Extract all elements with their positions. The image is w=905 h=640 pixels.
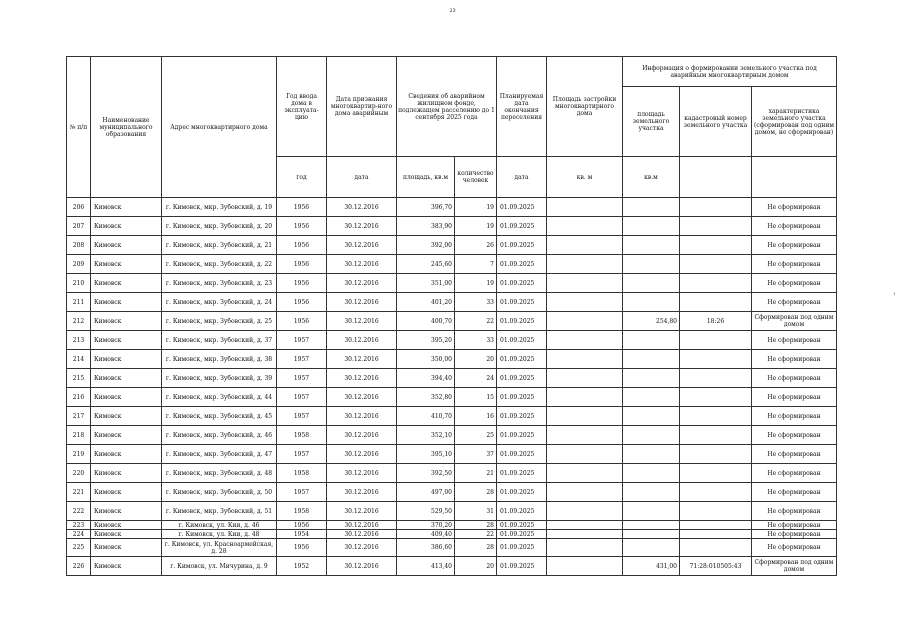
row-address: г. Кимовск, мкр. Зубовский, д. 21 [162, 236, 277, 255]
row-land-char: Не сформирован [752, 331, 837, 350]
row-year: 1956 [277, 198, 327, 217]
row-land-area [623, 236, 680, 255]
row-land-area: 431,00 [623, 557, 680, 576]
table-row [67, 483, 837, 502]
row-built-area [547, 198, 623, 217]
row-planned-date: 01.09.2025 [497, 407, 547, 426]
row-built-area [547, 530, 623, 539]
row-land-char: Не сформирован [752, 502, 837, 521]
row-year: 1956 [277, 539, 327, 557]
row-area: 395,20 [397, 331, 455, 350]
row-built-area [547, 274, 623, 293]
row-number: 220 [67, 464, 91, 483]
row-planned-date: 01.09.2025 [497, 331, 547, 350]
row-address: г. Кимовск, мкр. Зубовский, д. 47 [162, 445, 277, 464]
row-area: 394,40 [397, 369, 455, 388]
row-planned-date: 01.09.2025 [497, 217, 547, 236]
row-municipality: Кимовск [91, 331, 162, 350]
subheader-year: год [277, 157, 327, 198]
row-planned-date: 01.09.2025 [497, 445, 547, 464]
row-year: 1957 [277, 445, 327, 464]
row-people: 28 [455, 483, 497, 502]
row-people: 20 [455, 350, 497, 369]
row-built-area [547, 483, 623, 502]
row-built-area [547, 293, 623, 312]
row-cadastral [680, 483, 752, 502]
row-municipality: Кимовск [91, 217, 162, 236]
header-municipality: Наименование муниципального образования [91, 57, 162, 198]
row-cadastral: 71:28:010505:43 [680, 557, 752, 576]
table-row [67, 217, 837, 236]
row-number: 209 [67, 255, 91, 274]
row-built-area [547, 464, 623, 483]
row-number: 210 [67, 274, 91, 293]
row-land-char: Не сформирован [752, 464, 837, 483]
header-planned: Планируемая дата окончания переселения [497, 57, 547, 157]
row-number: 207 [67, 217, 91, 236]
row-cadastral [680, 274, 752, 293]
row-recognition-date: 30.12.2016 [327, 464, 397, 483]
row-number: 211 [67, 293, 91, 312]
row-built-area [547, 369, 623, 388]
row-area: 497,00 [397, 483, 455, 502]
row-people: 19 [455, 217, 497, 236]
row-built-area [547, 350, 623, 369]
row-municipality: Кимовск [91, 312, 162, 331]
row-address: г. Кимовск, мкр. Зубовский, д. 44 [162, 388, 277, 407]
row-built-area [547, 426, 623, 445]
subheader-sqm2: кв.м [623, 157, 680, 198]
row-cadastral [680, 530, 752, 539]
row-built-area [547, 539, 623, 557]
subheader-empty-2 [752, 157, 837, 198]
row-land-char: Не сформирован [752, 521, 837, 530]
subheader-date: дата [327, 157, 397, 198]
row-number: 224 [67, 530, 91, 539]
row-land-area [623, 293, 680, 312]
row-area: 392,00 [397, 236, 455, 255]
row-address: г. Кимовск, мкр. Зубовский, д. 38 [162, 350, 277, 369]
row-address: г. Кимовск, мкр. Зубовский, д. 24 [162, 293, 277, 312]
row-address: г. Кимовск, ул. Красноармейская, д. 28 [162, 539, 277, 557]
row-year: 1957 [277, 331, 327, 350]
row-planned-date: 01.09.2025 [497, 198, 547, 217]
row-built-area [547, 407, 623, 426]
row-number: 213 [67, 331, 91, 350]
row-land-char: Не сформирован [752, 483, 837, 502]
row-recognition-date: 30.12.2016 [327, 539, 397, 557]
row-number: 216 [67, 388, 91, 407]
row-address: г. Кимовск, мкр. Зубовский, д. 39 [162, 369, 277, 388]
row-cadastral [680, 236, 752, 255]
row-built-area [547, 312, 623, 331]
row-planned-date: 01.09.2025 [497, 464, 547, 483]
row-land-area [623, 464, 680, 483]
row-area: 410,70 [397, 407, 455, 426]
table-row [67, 445, 837, 464]
row-planned-date: 01.09.2025 [497, 255, 547, 274]
row-area: 529,50 [397, 502, 455, 521]
row-recognition-date: 30.12.2016 [327, 530, 397, 539]
row-recognition-date: 30.12.2016 [327, 483, 397, 502]
row-land-char: Не сформирован [752, 293, 837, 312]
row-land-char: Сформирован под одним домом [752, 312, 837, 331]
row-address: г. Кимовск, ул. Кии, д. 48 [162, 530, 277, 539]
row-municipality: Кимовск [91, 464, 162, 483]
row-area: 401,20 [397, 293, 455, 312]
table-row [67, 557, 837, 576]
row-land-char: Не сформирован [752, 539, 837, 557]
row-area: 392,50 [397, 464, 455, 483]
row-land-area [623, 483, 680, 502]
table-row [67, 255, 837, 274]
row-cadastral: 18:26 [680, 312, 752, 331]
row-people: 33 [455, 331, 497, 350]
side-mark: 1 [893, 291, 896, 296]
row-address: г. Кимовск, мкр. Зубовский, д. 45 [162, 407, 277, 426]
row-year: 1957 [277, 369, 327, 388]
row-number: 206 [67, 198, 91, 217]
row-planned-date: 01.09.2025 [497, 426, 547, 445]
row-number: 219 [67, 445, 91, 464]
header-land-area: площадь земельного участка [623, 87, 680, 157]
row-recognition-date: 30.12.2016 [327, 426, 397, 445]
row-address: г. Кимовск, мкр. Зубовский, д. 48 [162, 464, 277, 483]
row-planned-date: 01.09.2025 [497, 274, 547, 293]
row-land-area [623, 407, 680, 426]
row-area: 352,80 [397, 388, 455, 407]
row-number: 218 [67, 426, 91, 445]
row-land-area [623, 217, 680, 236]
subheader-count: количество человек [455, 157, 497, 198]
header-recognition: Дата признания многоквартир-ного дома аварийным [327, 57, 397, 157]
row-planned-date: 01.09.2025 [497, 530, 547, 539]
table-row [67, 407, 837, 426]
row-people: 24 [455, 369, 497, 388]
row-built-area [547, 331, 623, 350]
row-planned-date: 01.09.2025 [497, 312, 547, 331]
row-people: 22 [455, 530, 497, 539]
row-land-char: Не сформирован [752, 369, 837, 388]
row-recognition-date: 30.12.2016 [327, 331, 397, 350]
header-address: Адрес многоквартирного дома [162, 57, 277, 198]
row-people: 28 [455, 521, 497, 530]
table-row [67, 530, 837, 539]
row-land-char: Не сформирован [752, 426, 837, 445]
row-land-area [623, 331, 680, 350]
row-municipality: Кимовск [91, 293, 162, 312]
row-year: 1957 [277, 388, 327, 407]
row-address: г. Кимовск, мкр. Зубовский, д. 19 [162, 198, 277, 217]
header-num: № п/п [67, 57, 91, 198]
table-row [67, 274, 837, 293]
row-area: 383,90 [397, 217, 455, 236]
row-land-area: 254,80 [623, 312, 680, 331]
row-cadastral [680, 521, 752, 530]
subheader-date2: дата [497, 157, 547, 198]
header-fund: Сведения об аварийном жилищном фонде, подлежащем расселению до 1 сентября 2025 года [397, 57, 497, 157]
row-recognition-date: 30.12.2016 [327, 255, 397, 274]
subheader-empty-1 [680, 157, 752, 198]
row-number: 214 [67, 350, 91, 369]
row-people: 20 [455, 557, 497, 576]
row-built-area [547, 388, 623, 407]
row-municipality: Кимовск [91, 274, 162, 293]
row-recognition-date: 30.12.2016 [327, 521, 397, 530]
row-planned-date: 01.09.2025 [497, 388, 547, 407]
row-address: г. Кимовск, ул. Кии, д. 46 [162, 521, 277, 530]
row-cadastral [680, 293, 752, 312]
row-area: 395,10 [397, 445, 455, 464]
row-year: 1956 [277, 312, 327, 331]
row-recognition-date: 30.12.2016 [327, 274, 397, 293]
row-built-area [547, 502, 623, 521]
row-year: 1956 [277, 521, 327, 530]
header-land-char: характеристика земельного участка (сформирован под одним домом, не сформирован) [752, 87, 837, 157]
row-land-area [623, 530, 680, 539]
row-area: 409,40 [397, 530, 455, 539]
row-people: 31 [455, 502, 497, 521]
row-year: 1957 [277, 483, 327, 502]
row-municipality: Кимовск [91, 369, 162, 388]
row-year: 1958 [277, 502, 327, 521]
row-municipality: Кимовск [91, 445, 162, 464]
row-address: г. Кимовск, мкр. Зубовский, д. 50 [162, 483, 277, 502]
table-row [67, 350, 837, 369]
row-number: 208 [67, 236, 91, 255]
row-cadastral [680, 255, 752, 274]
row-people: 16 [455, 407, 497, 426]
row-land-area [623, 445, 680, 464]
row-people: 15 [455, 388, 497, 407]
row-cadastral [680, 331, 752, 350]
row-year: 1956 [277, 255, 327, 274]
row-people: 25 [455, 426, 497, 445]
row-municipality: Кимовск [91, 255, 162, 274]
table-row [67, 521, 837, 530]
row-recognition-date: 30.12.2016 [327, 312, 397, 331]
row-address: г. Кимовск, мкр. Зубовский, д. 37 [162, 331, 277, 350]
row-land-area [623, 255, 680, 274]
row-planned-date: 01.09.2025 [497, 502, 547, 521]
row-recognition-date: 30.12.2016 [327, 236, 397, 255]
row-cadastral [680, 539, 752, 557]
row-address: г. Кимовск, мкр. Зубовский, д. 51 [162, 502, 277, 521]
row-land-char: Не сформирован [752, 255, 837, 274]
row-planned-date: 01.09.2025 [497, 521, 547, 530]
row-cadastral [680, 426, 752, 445]
row-people: 19 [455, 274, 497, 293]
row-number: 222 [67, 502, 91, 521]
page-number: 23 [449, 8, 456, 14]
table-row [67, 236, 837, 255]
row-people: 21 [455, 464, 497, 483]
row-cadastral [680, 217, 752, 236]
row-planned-date: 01.09.2025 [497, 483, 547, 502]
row-land-char: Сформирован под одним домом [752, 557, 837, 576]
row-built-area [547, 557, 623, 576]
row-land-char: Не сформирован [752, 350, 837, 369]
row-land-area [623, 274, 680, 293]
header-land-info: Информация о формировании земельного участка под аварийным многоквартирным домом [623, 57, 837, 87]
row-municipality: Кимовск [91, 539, 162, 557]
table-row [67, 198, 837, 217]
header-built-area: Площадь застройки многоквартирного дома [547, 57, 623, 157]
row-municipality: Кимовск [91, 530, 162, 539]
row-recognition-date: 30.12.2016 [327, 388, 397, 407]
row-year: 1952 [277, 557, 327, 576]
row-recognition-date: 30.12.2016 [327, 217, 397, 236]
table-row [67, 502, 837, 521]
row-area: 396,70 [397, 198, 455, 217]
row-address: г. Кимовск, мкр. Зубовский, д. 22 [162, 255, 277, 274]
row-built-area [547, 255, 623, 274]
row-recognition-date: 30.12.2016 [327, 369, 397, 388]
row-land-char: Не сформирован [752, 236, 837, 255]
row-cadastral [680, 445, 752, 464]
row-area: 370,20 [397, 521, 455, 530]
table-row [67, 312, 837, 331]
row-land-area [623, 388, 680, 407]
row-area: 413,40 [397, 557, 455, 576]
row-people: 7 [455, 255, 497, 274]
row-recognition-date: 30.12.2016 [327, 502, 397, 521]
row-year: 1958 [277, 464, 327, 483]
row-built-area [547, 521, 623, 530]
row-land-area [623, 539, 680, 557]
table-row [67, 539, 837, 557]
row-land-area [623, 426, 680, 445]
row-number: 217 [67, 407, 91, 426]
row-people: 37 [455, 445, 497, 464]
row-land-char: Не сформирован [752, 217, 837, 236]
row-area: 245,60 [397, 255, 455, 274]
row-year: 1956 [277, 217, 327, 236]
row-area: 386,60 [397, 539, 455, 557]
row-municipality: Кимовск [91, 521, 162, 530]
subheader-sqm: кв. м [547, 157, 623, 198]
header-cadastral: кадастровый номер земельного участка [680, 87, 752, 157]
row-number: 215 [67, 369, 91, 388]
table-row [67, 369, 837, 388]
row-planned-date: 01.09.2025 [497, 539, 547, 557]
row-municipality: Кимовск [91, 426, 162, 445]
row-year: 1958 [277, 426, 327, 445]
row-municipality: Кимовск [91, 236, 162, 255]
row-recognition-date: 30.12.2016 [327, 293, 397, 312]
row-land-char: Не сформирован [752, 198, 837, 217]
row-planned-date: 01.09.2025 [497, 293, 547, 312]
row-built-area [547, 445, 623, 464]
header-year: Год ввода дома в эксплуата-цию [277, 57, 327, 157]
row-address: г. Кимовск, мкр. Зубовский, д. 20 [162, 217, 277, 236]
row-land-char: Не сформирован [752, 274, 837, 293]
row-cadastral [680, 369, 752, 388]
row-area: 400,70 [397, 312, 455, 331]
row-built-area [547, 217, 623, 236]
row-planned-date: 01.09.2025 [497, 369, 547, 388]
row-number: 225 [67, 539, 91, 557]
row-address: г. Кимовск, мкр. Зубовский, д. 46 [162, 426, 277, 445]
row-year: 1956 [277, 293, 327, 312]
housing-table [66, 56, 837, 576]
row-land-char: Не сформирован [752, 445, 837, 464]
row-year: 1957 [277, 407, 327, 426]
row-area: 351,00 [397, 274, 455, 293]
row-address: г. Кимовск, мкр. Зубовский, д. 23 [162, 274, 277, 293]
row-address: г. Кимовск, ул. Мичурина, д. 9 [162, 557, 277, 576]
row-land-area [623, 502, 680, 521]
row-people: 33 [455, 293, 497, 312]
row-cadastral [680, 502, 752, 521]
row-year: 1957 [277, 350, 327, 369]
row-people: 19 [455, 198, 497, 217]
row-recognition-date: 30.12.2016 [327, 198, 397, 217]
table-row [67, 464, 837, 483]
row-municipality: Кимовск [91, 350, 162, 369]
table-row [67, 331, 837, 350]
row-municipality: Кимовск [91, 198, 162, 217]
row-planned-date: 01.09.2025 [497, 557, 547, 576]
row-people: 28 [455, 539, 497, 557]
row-number: 212 [67, 312, 91, 331]
row-land-area [623, 198, 680, 217]
row-municipality: Кимовск [91, 502, 162, 521]
row-people: 22 [455, 312, 497, 331]
row-municipality: Кимовск [91, 407, 162, 426]
row-year: 1956 [277, 274, 327, 293]
row-recognition-date: 30.12.2016 [327, 445, 397, 464]
row-area: 350,00 [397, 350, 455, 369]
row-cadastral [680, 350, 752, 369]
row-address: г. Кимовск, мкр. Зубовский, д. 25 [162, 312, 277, 331]
row-municipality: Кимовск [91, 557, 162, 576]
row-municipality: Кимовск [91, 483, 162, 502]
row-cadastral [680, 388, 752, 407]
row-year: 1954 [277, 530, 327, 539]
row-land-area [623, 369, 680, 388]
row-cadastral [680, 407, 752, 426]
row-year: 1956 [277, 236, 327, 255]
row-cadastral [680, 464, 752, 483]
row-land-char: Не сформирован [752, 530, 837, 539]
row-municipality: Кимовск [91, 388, 162, 407]
row-number: 223 [67, 521, 91, 530]
row-people: 26 [455, 236, 497, 255]
table-row [67, 388, 837, 407]
row-planned-date: 01.09.2025 [497, 236, 547, 255]
row-number: 221 [67, 483, 91, 502]
row-area: 352,10 [397, 426, 455, 445]
row-land-char: Не сформирован [752, 407, 837, 426]
row-recognition-date: 30.12.2016 [327, 557, 397, 576]
table-row [67, 293, 837, 312]
row-built-area [547, 236, 623, 255]
row-number: 226 [67, 557, 91, 576]
row-planned-date: 01.09.2025 [497, 350, 547, 369]
subheader-area: площадь, кв.м [397, 157, 455, 198]
row-recognition-date: 30.12.2016 [327, 350, 397, 369]
row-recognition-date: 30.12.2016 [327, 407, 397, 426]
table-row [67, 426, 837, 445]
row-cadastral [680, 198, 752, 217]
row-land-area [623, 521, 680, 530]
row-land-area [623, 350, 680, 369]
row-land-char: Не сформирован [752, 388, 837, 407]
